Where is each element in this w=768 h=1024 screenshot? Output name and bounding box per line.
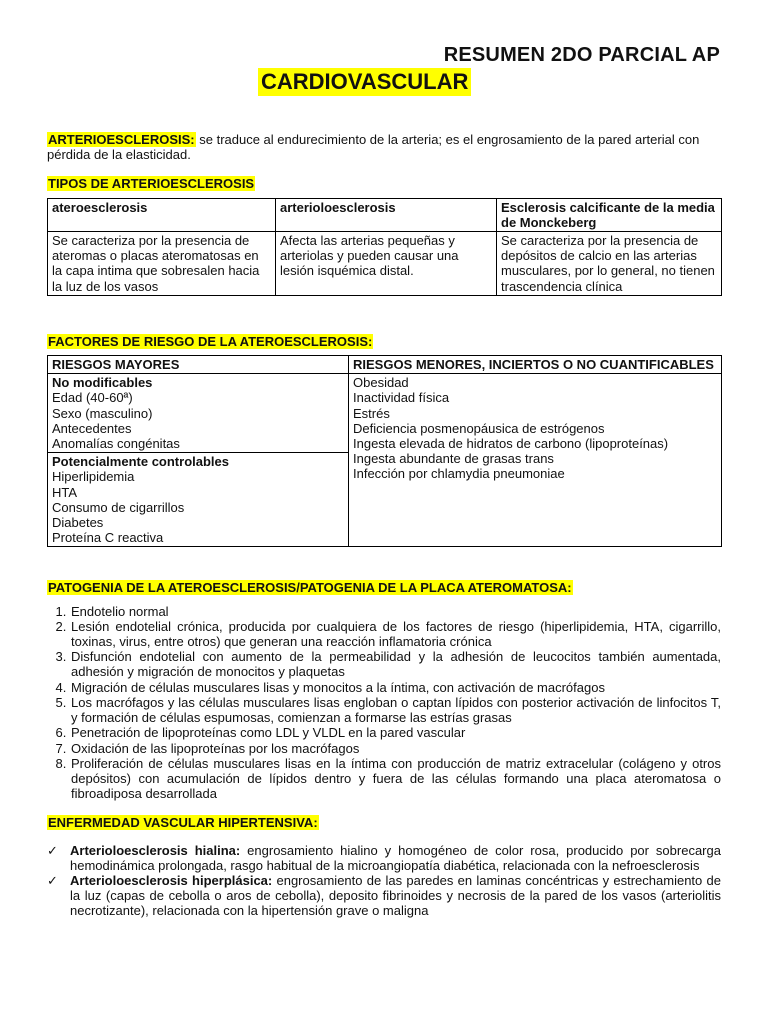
risk-item: Estrés: [353, 405, 390, 421]
risk-item: Hiperlipidemia: [52, 469, 135, 485]
types-cell: Afecta las arterias pequeñas y arteriolas y pueden causar una lesión isquémica distal.: [276, 232, 497, 296]
hypertensive-list: [47, 843, 721, 919]
types-cell: Se caracteriza por la presencia de depósitos de calcio en las arterias musculares, por lo general, no tienen trascendencia clínica: [497, 232, 722, 296]
intro-paragraph: [47, 132, 721, 162]
risk-item: Infección por chlamydia pneumoniae: [353, 466, 565, 482]
risk-non-modifiable-cell: [48, 374, 349, 453]
risk-table-row: [48, 374, 722, 453]
risk-item: Ingesta abundante de grasas trans: [353, 451, 554, 467]
risk-item: Ingesta elevada de hidratos de carbono (lipoproteínas): [353, 436, 669, 452]
risk-item: Inactividad física: [353, 390, 450, 406]
risk-section-heading: FACTORES DE RIESGO DE LA ATEROESCLEROSIS:: [48, 333, 373, 349]
types-table-row: [48, 232, 722, 296]
risk-item: HTA: [52, 484, 78, 500]
item-term: Arterioloesclerosis hialina:: [70, 842, 241, 858]
types-section-heading: TIPOS DE ARTERIOESCLEROSIS: [48, 176, 255, 192]
list-item: 2. Lesión endotelial crónica, producida por cualquiera de los factores de riesgo (hiperlipidemia, HTA, cigarrillo, toxinas, virus, entre otros) que generan una reacción inflamatoria crónica: [70, 619, 721, 649]
types-table: [47, 198, 722, 296]
list-item: 1. Endotelio normal: [70, 604, 721, 619]
item-text: engrosamiento de las paredes en laminas concéntricas y estrechamiento de la luz (capas de cebolla o aros de cebolla), deposito fibrinoides y necrosis de la pared de los vasos (arteriolitis necrotizante), relacionada con la hipertensión grave o maligna: [70, 872, 721, 919]
risk-item: Proteína C reactiva: [52, 530, 164, 546]
types-table-header-row: [48, 198, 722, 231]
risk-table-header-row: [48, 356, 722, 374]
risk-item: Deficiencia posmenopáusica de estrógenos: [353, 420, 605, 436]
list-item: [47, 873, 721, 919]
document-body: [47, 132, 721, 919]
types-col-header: arterioloesclerosis: [276, 198, 497, 231]
non-modifiable-title: No modificables: [52, 375, 153, 391]
risk-item: Anomalías congénitas: [52, 436, 180, 452]
risk-item: Edad (40-60ª): [52, 390, 133, 406]
list-item: 3. Disfunción endotelial con aumento de la permeabilidad y la adhesión de leucocitos también aumentada, adhesión y migración de monocitos y plaquetas: [70, 649, 721, 679]
list-item: 4. Migración de células musculares lisas y monocitos a la íntima, con activación de macrófagos: [70, 680, 721, 695]
hypertensive-section-heading: ENFERMEDAD VASCULAR HIPERTENSIVA:: [48, 815, 318, 831]
types-cell: Se caracteriza por la presencia de ateromas o placas ateromatosas en la capa intima que sobresalen hacia la luz de los vasos: [48, 232, 276, 296]
types-col-header: ateroesclerosis: [48, 198, 276, 231]
risk-minor-cell: [349, 374, 722, 547]
risk-item: Obesidad: [353, 375, 409, 391]
item-term: Arterioloesclerosis hiperplásica:: [70, 872, 273, 888]
list-item: 6. Penetración de lipoproteínas como LDL y VLDL en la pared vascular: [70, 725, 721, 740]
risk-controllable-cell: [48, 453, 349, 547]
pathogenesis-section-heading: PATOGENIA DE LA ATEROESCLEROSIS/PATOGENIA DE LA PLACA ATEROMATOSA:: [48, 580, 572, 596]
list-item: 5. Los macrófagos y las células musculares lisas engloban o captan lípidos con posterior activación de linfocitos T, y formación de células espumosas, comienzan a formarse las estrías grasas: [70, 695, 721, 725]
risk-item: Diabetes: [52, 515, 104, 531]
pathogenesis-list: [47, 604, 721, 802]
item-text: engrosamiento hialino y homogéneo de color rosa, producido por sobrecarga hemodinámica prolongada, rasgo habitual de la microangiopatía diabética, relacionada con la nefroesclerosis: [70, 842, 721, 873]
types-col-header: Esclerosis calcificante de la media de Monckeberg: [497, 198, 722, 231]
risk-item: Consumo de cigarrillos: [52, 499, 185, 515]
checkmark-icon: ✓: [47, 842, 58, 858]
risk-minor-header: RIESGOS MENORES, INCIERTOS O NO CUANTIFICABLES: [349, 356, 722, 374]
intro-term: ARTERIOESCLEROSIS:: [48, 132, 195, 147]
list-item: [47, 843, 721, 873]
controllable-title: Potencialmente controlables: [52, 454, 229, 470]
risk-table: [47, 355, 722, 547]
risk-item: Antecedentes: [52, 420, 132, 436]
risk-item: Sexo (masculino): [52, 405, 153, 421]
risk-major-header: RIESGOS MAYORES: [48, 356, 349, 374]
list-item: 7. Oxidación de las lipoproteínas por los macrófagos: [70, 741, 721, 756]
checkmark-icon: ✓: [47, 872, 58, 888]
document-subtitle: CARDIOVASCULAR: [258, 68, 471, 96]
list-item: 8. Proliferación de células musculares lisas en la íntima con producción de matriz extracelular (colágeno y otros depósitos) con acumulación de lípidos dentro y fuera de las células formando una placa ateromatosa o fibroadiposa desarrollada: [70, 756, 721, 802]
intro-text: se traduce al endurecimiento de la arteria; es el engrosamiento de la pared arterial con pérdida de la elasticidad.: [47, 132, 700, 163]
document-title: RESUMEN 2DO PARCIAL AP: [443, 44, 720, 66]
